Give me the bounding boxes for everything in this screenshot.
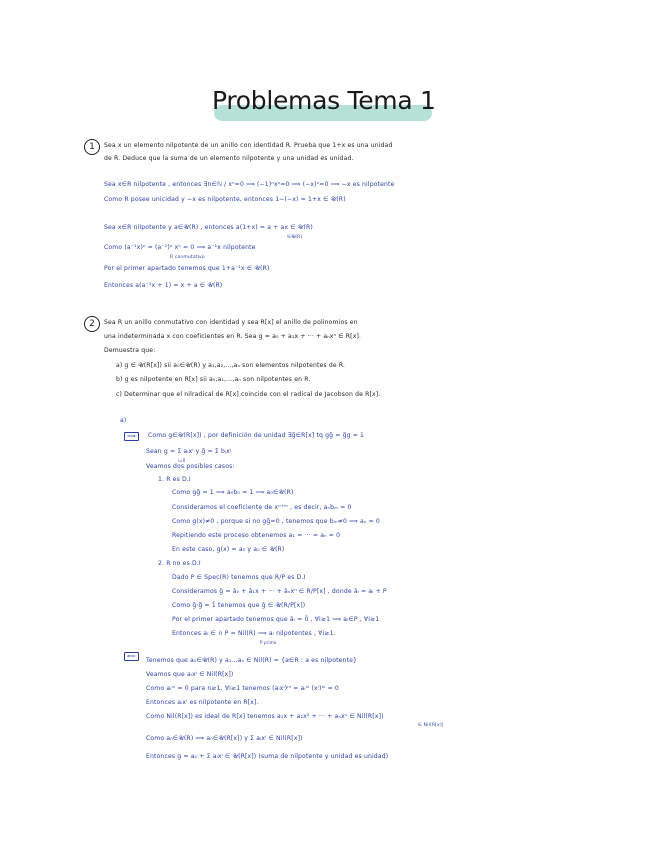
forward-line: Como g∈𝒰(R[x]) , por definición de unidad ∃g̃∈R[x] tq gg̃ = g̃g = 1 (148, 432, 365, 439)
problem-1-solution-line: Entonces a(a⁻¹x + 1) = x + a ∈ 𝒰(R) (104, 282, 223, 289)
forward-line: Veamos dos posibles casos: (146, 463, 235, 470)
problem-1-solution-line: Sea x∈R nilpotente y a∈𝒰(R) , entonces a(1+x) = a + ax ∈ 𝒰(R) (104, 224, 313, 231)
forward-line: Sean g = Σ aᵢxⁱ y g̃ = Σ bⱼxʲ (146, 448, 232, 455)
forward-line: Consideramos el coeficiente de xⁿ⁺ᵐ , es decir, aₙbₘ = 0 (172, 504, 352, 511)
problem-1-solution-line: Por el primer apartado tenemos que 1+a⁻¹x ∈ 𝒰(R) (104, 265, 270, 272)
forward-line: 2. R no es D.I (158, 560, 201, 567)
forward-line: Como ḡ·g̃̄ = 1̄ tenemos que ḡ ∈ 𝒰(R/P[x]) (172, 602, 306, 609)
problem-2-number: 2 (84, 316, 100, 332)
part-a-label: a) (120, 417, 127, 424)
problem-1-note-unidad: ∈𝒰(R) (287, 235, 303, 240)
problem-1-note-conmutativo: R conmutativo (170, 255, 205, 260)
problem-2-statement-line: Sea R un anillo conmutativo con identidad y sea R[x] el anillo de polinomios en (104, 319, 358, 326)
forward-line: 1. R es D.I (158, 476, 191, 483)
title-block (212, 86, 436, 126)
forward-line: Como gg̃ = 1 ⟹ a₀b₀ = 1 ⟹ a₀∈𝒰(R) (172, 489, 294, 496)
nil-note: ∈ Nil(R[x]) (418, 723, 444, 728)
problem-1-solution-line: Como (a⁻¹x)ⁿ = (a⁻¹)ⁿ xⁿ = 0 ⟹ a⁻¹x nilpotente (104, 244, 256, 251)
primes-note: P primo (260, 640, 277, 645)
sum-limit-note: i=0 (178, 458, 186, 463)
problem-1-statement-line: de R. Deduce que la suma de un elemento nilpotente y una unidad es unidad. (104, 155, 354, 162)
problem-2-item: a) g ∈ 𝒰(R[x]) sii a₀∈𝒰(R) y a₁,a₂,...,aₙ son elementos nilpotentes de R. (116, 362, 346, 369)
forward-line: Dado P ∈ Spec(R) tenemos que R/P es D.I (172, 574, 306, 581)
problem-2-item: c) Determinar que el nilradical de R[x] coincide con el radical de Jacobson de R[x]. (116, 391, 381, 398)
problem-2-item: b) g es nilpotente en R[x] sii a₀,a₁,...,aₙ son nilpotentes en R. (116, 376, 311, 383)
forward-line: Por el primer apartado tenemos que āᵢ = 0̄ , ∀i≥1 ⟹ aᵢ∈P , ∀i≥1 (172, 616, 380, 623)
forward-line: Repitiendo este proceso obtenemos a₁ = ··· = aₙ = 0 (172, 532, 341, 539)
backward-line: Como Nil(R[x]) es ideal de R[x] tenemos a₁x + a₂x² + ··· + aₙxⁿ ∈ Nil(R[x]) (146, 713, 384, 720)
backward-line: Tenemos que a₀∈𝒰(R) y a₁...aₙ ∈ Nil(R) = {a∈R : a es nilpotente} (146, 657, 357, 664)
forward-arrow-tag: ⟹ (124, 432, 139, 441)
forward-line: Entonces aᵢ ∈ ∩ P = Nil(R) ⟹ aᵢ nilpotentes , ∀i≥1. (172, 630, 336, 637)
problem-2-demuestra: Demuestra que: (104, 347, 156, 354)
forward-line: En este caso, g(x) = a₀ y a₀ ∈ 𝒰(R) (172, 546, 285, 553)
backward-line: Como aᵢⁿⁱ = 0 para n≥1, ∀i≥1 tenemos (aᵢxⁱ)ⁿⁱ = aᵢⁿⁱ (xⁱ)ⁿⁱ = 0 (146, 685, 339, 692)
problem-1-number: 1 (84, 139, 100, 155)
backward-line: Entonces aᵢxⁱ es nilpotente en R[x]. (146, 699, 259, 706)
forward-line: Consideramos ḡ = ā₀ + ā₁x + ··· + āₙxⁿ ∈ R/P[x] , donde āᵢ = aᵢ + P (172, 588, 387, 595)
problem-1-statement-line: Sea x un elemento nilpotente de un anillo con identidad R. Prueba que 1+x es una unidad (104, 142, 393, 149)
backward-line: Entonces g = a₀ + Σ aᵢxⁱ ∈ 𝒰(R[x]) (suma de nilpotente y unidad es unidad) (146, 753, 389, 760)
problem-1-solution-line: Como R posee unicidad y −x es nilpotente, entonces 1−(−x) = 1+x ∈ 𝒰(R) (104, 196, 346, 203)
forward-line: Como g(x)≠0 , porque si no gg̃=0 , tenemos que bₘ≠0 ⟹ aₙ = 0 (172, 518, 380, 525)
page-title: Problemas Tema 1 (212, 86, 436, 115)
backward-arrow-tag: ⟸ (124, 652, 139, 661)
backward-line: Veamos que aᵢxⁱ ∈ Nil(R[x]) (146, 671, 234, 678)
problem-1-solution-line: Sea x∈R nilpotente , entonces ∃n∈ℕ / xⁿ=0 ⟹ (−1)ⁿxⁿ=0 ⟹ (−x)ⁿ=0 ⟹ −x es nilpotente (104, 181, 395, 188)
backward-line: Como a₀∈𝒰(R) ⟹ a₀∈𝒰(R[x]) y Σ aᵢxⁱ ∈ Nil(R[x]) (146, 735, 303, 742)
problem-2-statement-line: una indeterminada x con coeficientes en R. Sea g = a₀ + a₁x + ··· + aₙxⁿ ∈ R[x]. (104, 333, 362, 340)
